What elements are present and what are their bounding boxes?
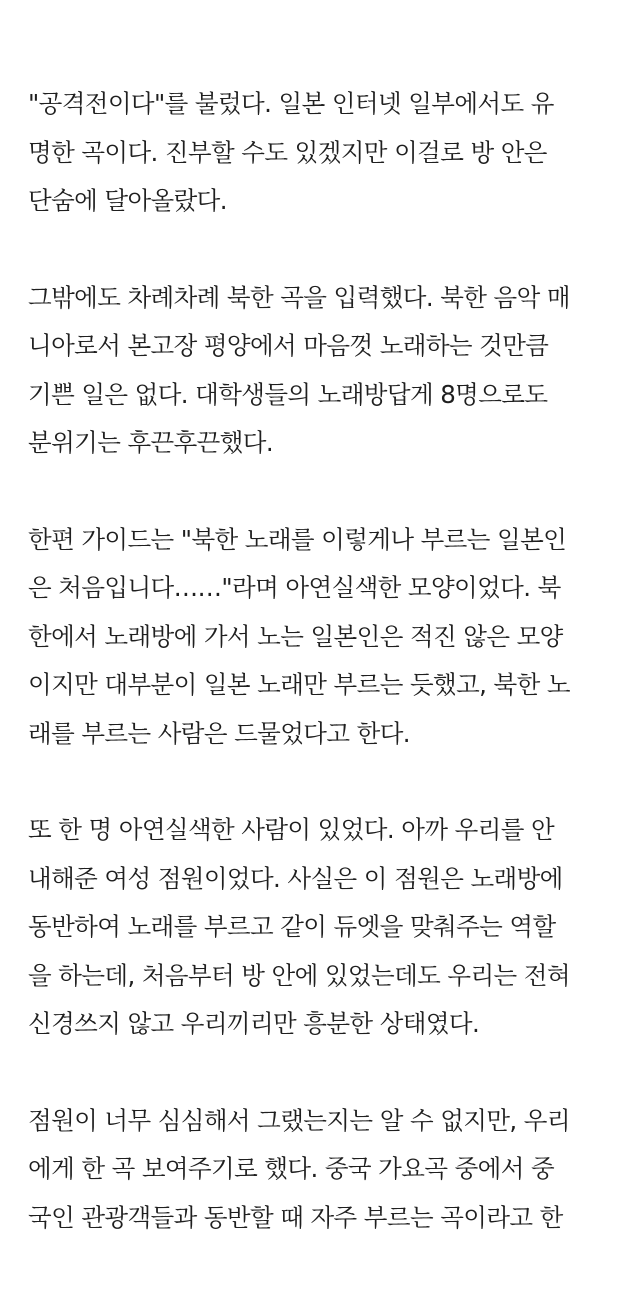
text-line: 한편 가이드는 "북한 노래를 이렇게나 부르는 일본인 [28,524,567,554]
text-line: 내해준 여성 점원이었다. 사실은 이 점원은 노래방에 [28,863,563,893]
text-line: 명한 곡이다. 진부할 수도 있겠지만 이걸로 방 안은 [28,137,547,167]
text-line: 동반하여 노래를 부르고 같이 듀엣을 맞춰주는 역할 [28,912,556,941]
paragraph-3 [28,516,618,759]
text-line: 한에서 노래방에 가서 노는 일본인은 적진 않은 모양 [28,621,563,651]
paragraph-2 [28,274,618,468]
text-line: 단숨에 달아올랐다. [28,186,227,215]
text-line: 니아로서 본고장 평양에서 마음껏 노래하는 것만큼 [28,331,549,360]
paragraph-5 [28,1097,618,1243]
text-line: 그밖에도 차례차례 북한 곡을 입력했다. 북한 음악 매 [28,282,570,312]
paragraph-4 [28,806,618,1049]
text-line: 기쁜 일은 없다. 대학생들의 노래방답게 8명으로도 [28,379,548,409]
text-line: 은 처음입니다……"라며 아연실색한 모양이었다. 북 [28,573,561,602]
text-line: 신경쓰지 않고 우리끼리만 흥분한 상태였다. [28,1009,480,1038]
text-line: 을 하는데, 처음부터 방 안에 있었는데도 우리는 전혀 [28,960,570,990]
text-line: "공격전이다"를 불렀다. 일본 인터넷 일부에서도 유 [28,89,554,118]
text-line: 분위기는 후끈후끈했다. [28,428,274,457]
text-line: 점원이 너무 심심해서 그랬는지는 알 수 없지만, 우리 [28,1105,570,1135]
text-line: 에게 한 곡 보여주기로 했다. 중국 가요곡 중에서 중 [28,1154,555,1183]
paragraph-1 [28,80,618,226]
text-line: 이지만 대부분이 일본 노래만 부르는 듯했고, 북한 노 [28,670,570,699]
text-line: 래를 부르는 사람은 드물었다고 한다. [28,718,410,748]
text-line: 또 한 명 아연실색한 사람이 있었다. 아까 우리를 안 [28,815,555,844]
text-line: 국인 관광객들과 동반할 때 자주 부르는 곡이라고 한 [28,1202,563,1232]
article-body [28,80,618,1290]
